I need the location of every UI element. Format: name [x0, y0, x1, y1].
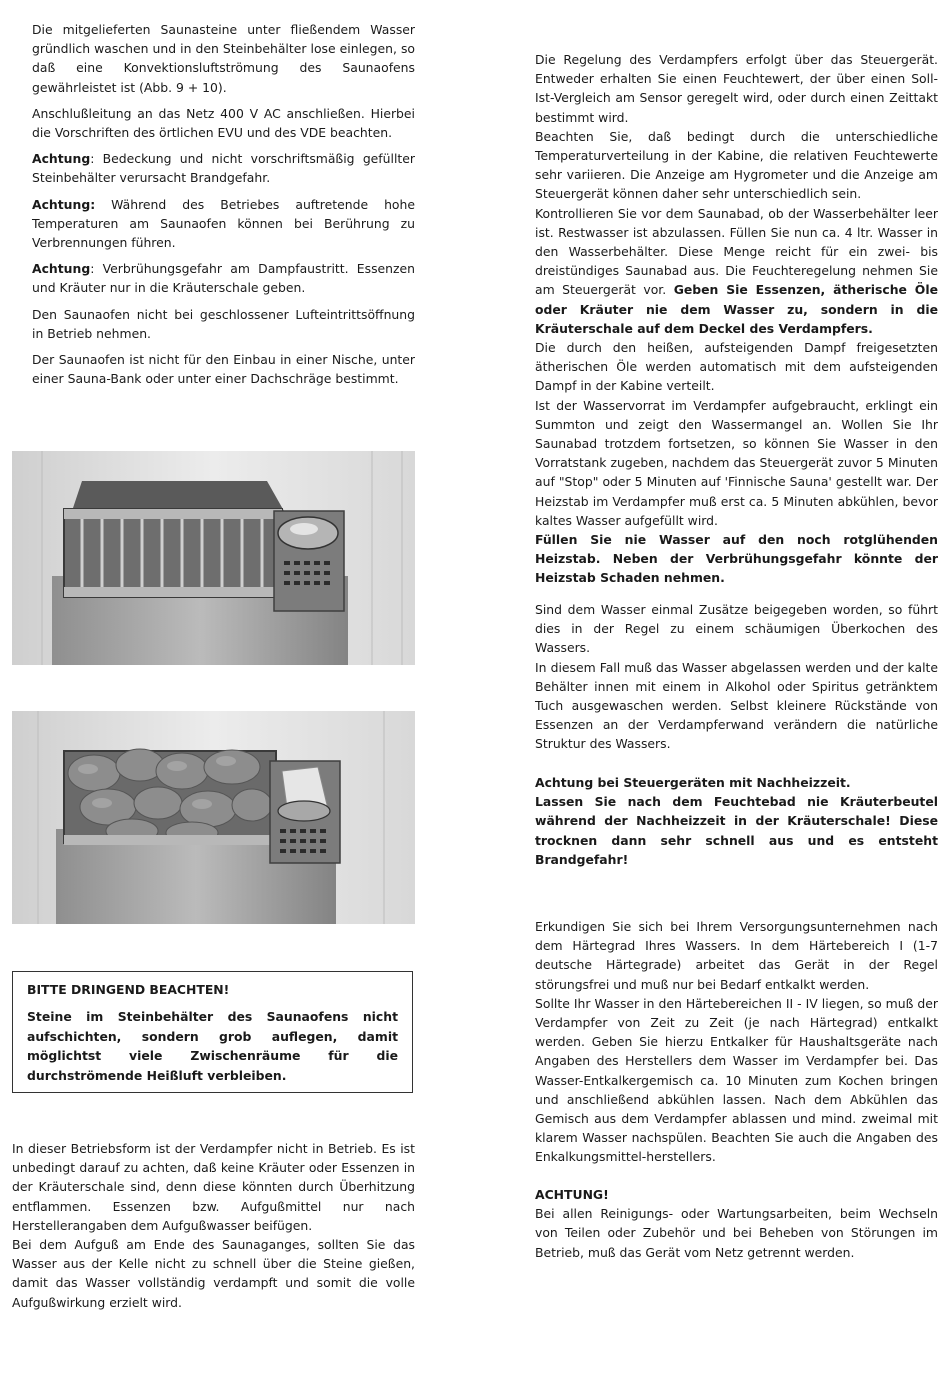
paragraph-descaling: Sollte Ihr Wasser in den Härtebereichen II - IV liegen, so muß der Verdampfer von Zeit zu Zeit (je nach Härtegrad) entkalkt werden. Geben Sie hierzu Entkalker für Haushaltsgeräte nach Angaben des Herstellers dem Wasser im Verdampfer bei. Das Wasser-Entkalkergemisch ca. 10 Minuten zum Kochen bringen und anschließend abkühlen lassen. Nach dem Abkühlen das Gemisch aus dem Verdampfer ablassen und mind. zweimal mit klarem Wasser nachspülen. Beachten Sie auch die Angaben des Enkalkungsmittel-herstellers.: [535, 995, 938, 1165]
paragraph-infusion: Bei dem Aufguß am Ende des Saunaganges, sollten Sie das Wasser aus der Kelle nicht zu schnell über die Steine gießen, damit das Wasser vollständig verdampft und somit die volle Aufgußwirkung erzielt wird.: [12, 1237, 415, 1310]
photo-heater-empty: [12, 451, 415, 665]
left-infusion-section: [12, 1139, 415, 1312]
notice-title: BITTE DRINGEND BEACHTEN!: [27, 982, 230, 997]
right-descaling-section: [535, 917, 938, 1167]
paragraph-evaporator-off: In dieser Betriebsform ist der Verdampfer nicht in Betrieb. Es ist unbedingt darauf zu achten, daß keine Kräuter oder Essenzen in der Kräuterschale sind, denn diese könnten durch Überhitzung entflammen. Essenzen bzw. Aufgußmittel nur nach Herstellerangaben dem Aufgußwasser beifügen.: [12, 1141, 415, 1233]
paragraph-control: Die Regelung des Verdampfers erfolgt über das Steuergerät. Entweder erhalten Sie einen Feuchtewert, der über einen Soll-Ist-Vergleich am Sensor geregelt wird, oder durch einen Zeittakt bestimmt wird.: [535, 52, 938, 125]
warning-label: Achtung:: [32, 196, 96, 212]
paragraph-cleaning: In diesem Fall muß das Wasser abgelassen werden und der kalte Behälter innen mit einem in Alkohol oder Spiritus getränktem Tuch ausgewaschen werden. Selbst kleinere Rückstände von Essenzen an der Verdampferwand verändern die natürliche Struktur des Wassers.: [535, 659, 938, 752]
paragraph-air-inlet: Den Saunaofen nicht bei geschlossener Lufteintrittsöffnung in Betrieb nehmen.: [32, 306, 415, 341]
paragraph-warning-heat: [12, 195, 415, 253]
essences-warning: Geben Sie Essenzen, ätherische Öle oder Kräuter nie dem Wasser zu, sondern in die Kräuterschale auf dem Deckel des Verdampfers.: [535, 282, 938, 336]
right-evaporator-section: [535, 50, 938, 588]
maintenance-title: ACHTUNG!: [535, 1187, 609, 1202]
afterheat-text: Lassen Sie nach dem Feuchtebad nie Kräuterbeutel während der Nachheizzeit in der Kräuterschale! Diese trocknen dann sehr schnell aus und es entsteht Brandgefahr!: [535, 794, 938, 867]
paragraph-water-tank: [535, 204, 938, 338]
paragraph-water-shortage: Ist der Wasservorrat im Verdampfer aufgebraucht, erklingt ein Summton und zeigt den Wassermangel an. Wollen Sie Ihr Saunabad trotzdem fortsetzen, so können Sie Wasser in den Vorratstank zugeben, nachdem das Steuergerät zuvor 5 Minuten auf "Stop" oder 5 Minuten auf 'Finnische Sauna' gestellt war. Der Heizstab im Verdampfer muß erst ca. 5 Minuten abkühlen, bevor kaltes Wasser aufgefüllt wird.: [535, 397, 938, 528]
paragraph-warning-scald: [12, 259, 415, 297]
heater-stones-illustration: [12, 711, 415, 924]
water-tank-text: Kontrollieren Sie vor dem Saunabad, ob der Wasserbehälter leer ist. Restwasser ist abzulassen. Füllen Sie nun ca. 4 ltr. Wasser in den Wasserbehälter. Diese Menge reicht für ein zwei- bis dreistündiges Saunabad aus. Die Feuchteregelung nehmen Sie am Steuergerät vor.: [535, 205, 938, 298]
paragraph-water-hardness: Erkundigen Sie sich bei Ihrem Versorgungsunternehmen nach dem Härtegrad Ihres Wassers. In dem Härtebereich I (1-7 deutsche Härtegrade) arbeitet das Gerät in der Regel störungsfrei und muß nur bei Bedarf entkalkt werden.: [535, 919, 938, 992]
warning-text: : Verbrühungsgefahr am Dampfaustritt. Essenzen und Kräuter nur in die Kräuterschale geben.: [32, 261, 415, 296]
paragraph-humidity: Beachten Sie, daß bedingt durch die unterschiedliche Temperaturverteilung in der Kabine, die relativen Feuchtewerte sehr variieren. Die Anzeige am Hygrometer und die Anzeige am Steuergerät können daher sehr unterschiedlich sein.: [535, 128, 938, 202]
notice-body: Steine im Steinbehälter des Saunaofens nicht aufschichten, sondern grob auflegen, damit möglichtst viele Zwischenräume für die durchströmende Heißluft verbleiben.: [27, 1009, 398, 1083]
warning-text: Während des Betriebes auftretende hohe Temperaturen am Saunaofen können bei Berührung zu Verbrennungen führen.: [32, 196, 415, 251]
maintenance-text: Bei allen Reinigungs- oder Wartungsarbeiten, beim Wechseln von Teilen oder Zubehör und bei Beheben von Störungen im Betrieb, muß das Gerät vom Netz getrennt werden.: [535, 1206, 938, 1260]
warning-text: : Bedeckung und nicht vorschriftsmäßig gefüllter Steinbehälter verursacht Brandgefahr.: [32, 151, 415, 186]
paragraph-essential-oils: Die durch den heißen, aufsteigenden Dampf freigesetzten ätherischen Öle werden automatisch mit dem aufsteigenden Dampf in der Kabine verteilt.: [535, 340, 938, 394]
notice-box: [12, 971, 413, 1093]
left-instructions: [12, 20, 415, 388]
heater-empty-illustration: [12, 451, 415, 665]
paragraph-warning-cover: [12, 149, 415, 187]
paragraph-connection: Anschlußleitung an das Netz 400 V AC anschließen. Hierbei die Vorschriften des örtlichen EVU und des VDE beachten.: [32, 105, 415, 141]
afterheat-title: Achtung bei Steuergeräten mit Nachheizzeit.: [535, 775, 851, 790]
heating-rod-warning: Füllen Sie nie Wasser auf den noch rotglühenden Heizstab. Neben der Verbrühungsgefahr könnte der Heizstab Schaden nehmen.: [535, 532, 938, 586]
right-afterheat-warning: [535, 773, 938, 869]
warning-label: Achtung: [32, 151, 91, 167]
paragraph-stones: Die mitgelieferten Saunasteine unter fließendem Wasser gründlich waschen und in den Steinbehälter lose einlegen, so daß eine Konvektionsluftströmung des Saunaofens gewährleistet ist (Abb. 9 + 10).: [32, 22, 415, 95]
right-maintenance-warning: [535, 1185, 938, 1262]
photo-heater-with-stones: [12, 711, 415, 924]
paragraph-additives: Sind dem Wasser einmal Zusätze beigegeben worden, so führt dies in der Regel zu einem schäumigen Überkochen des Wassers.: [535, 602, 938, 656]
warning-label: Achtung: [32, 261, 91, 277]
right-additives-section: [535, 600, 938, 754]
paragraph-installation: Der Saunaofen ist nicht für den Einbau in einer Nische, unter einer Sauna-Bank oder unter einer Dachschräge bestimmt.: [32, 352, 415, 387]
